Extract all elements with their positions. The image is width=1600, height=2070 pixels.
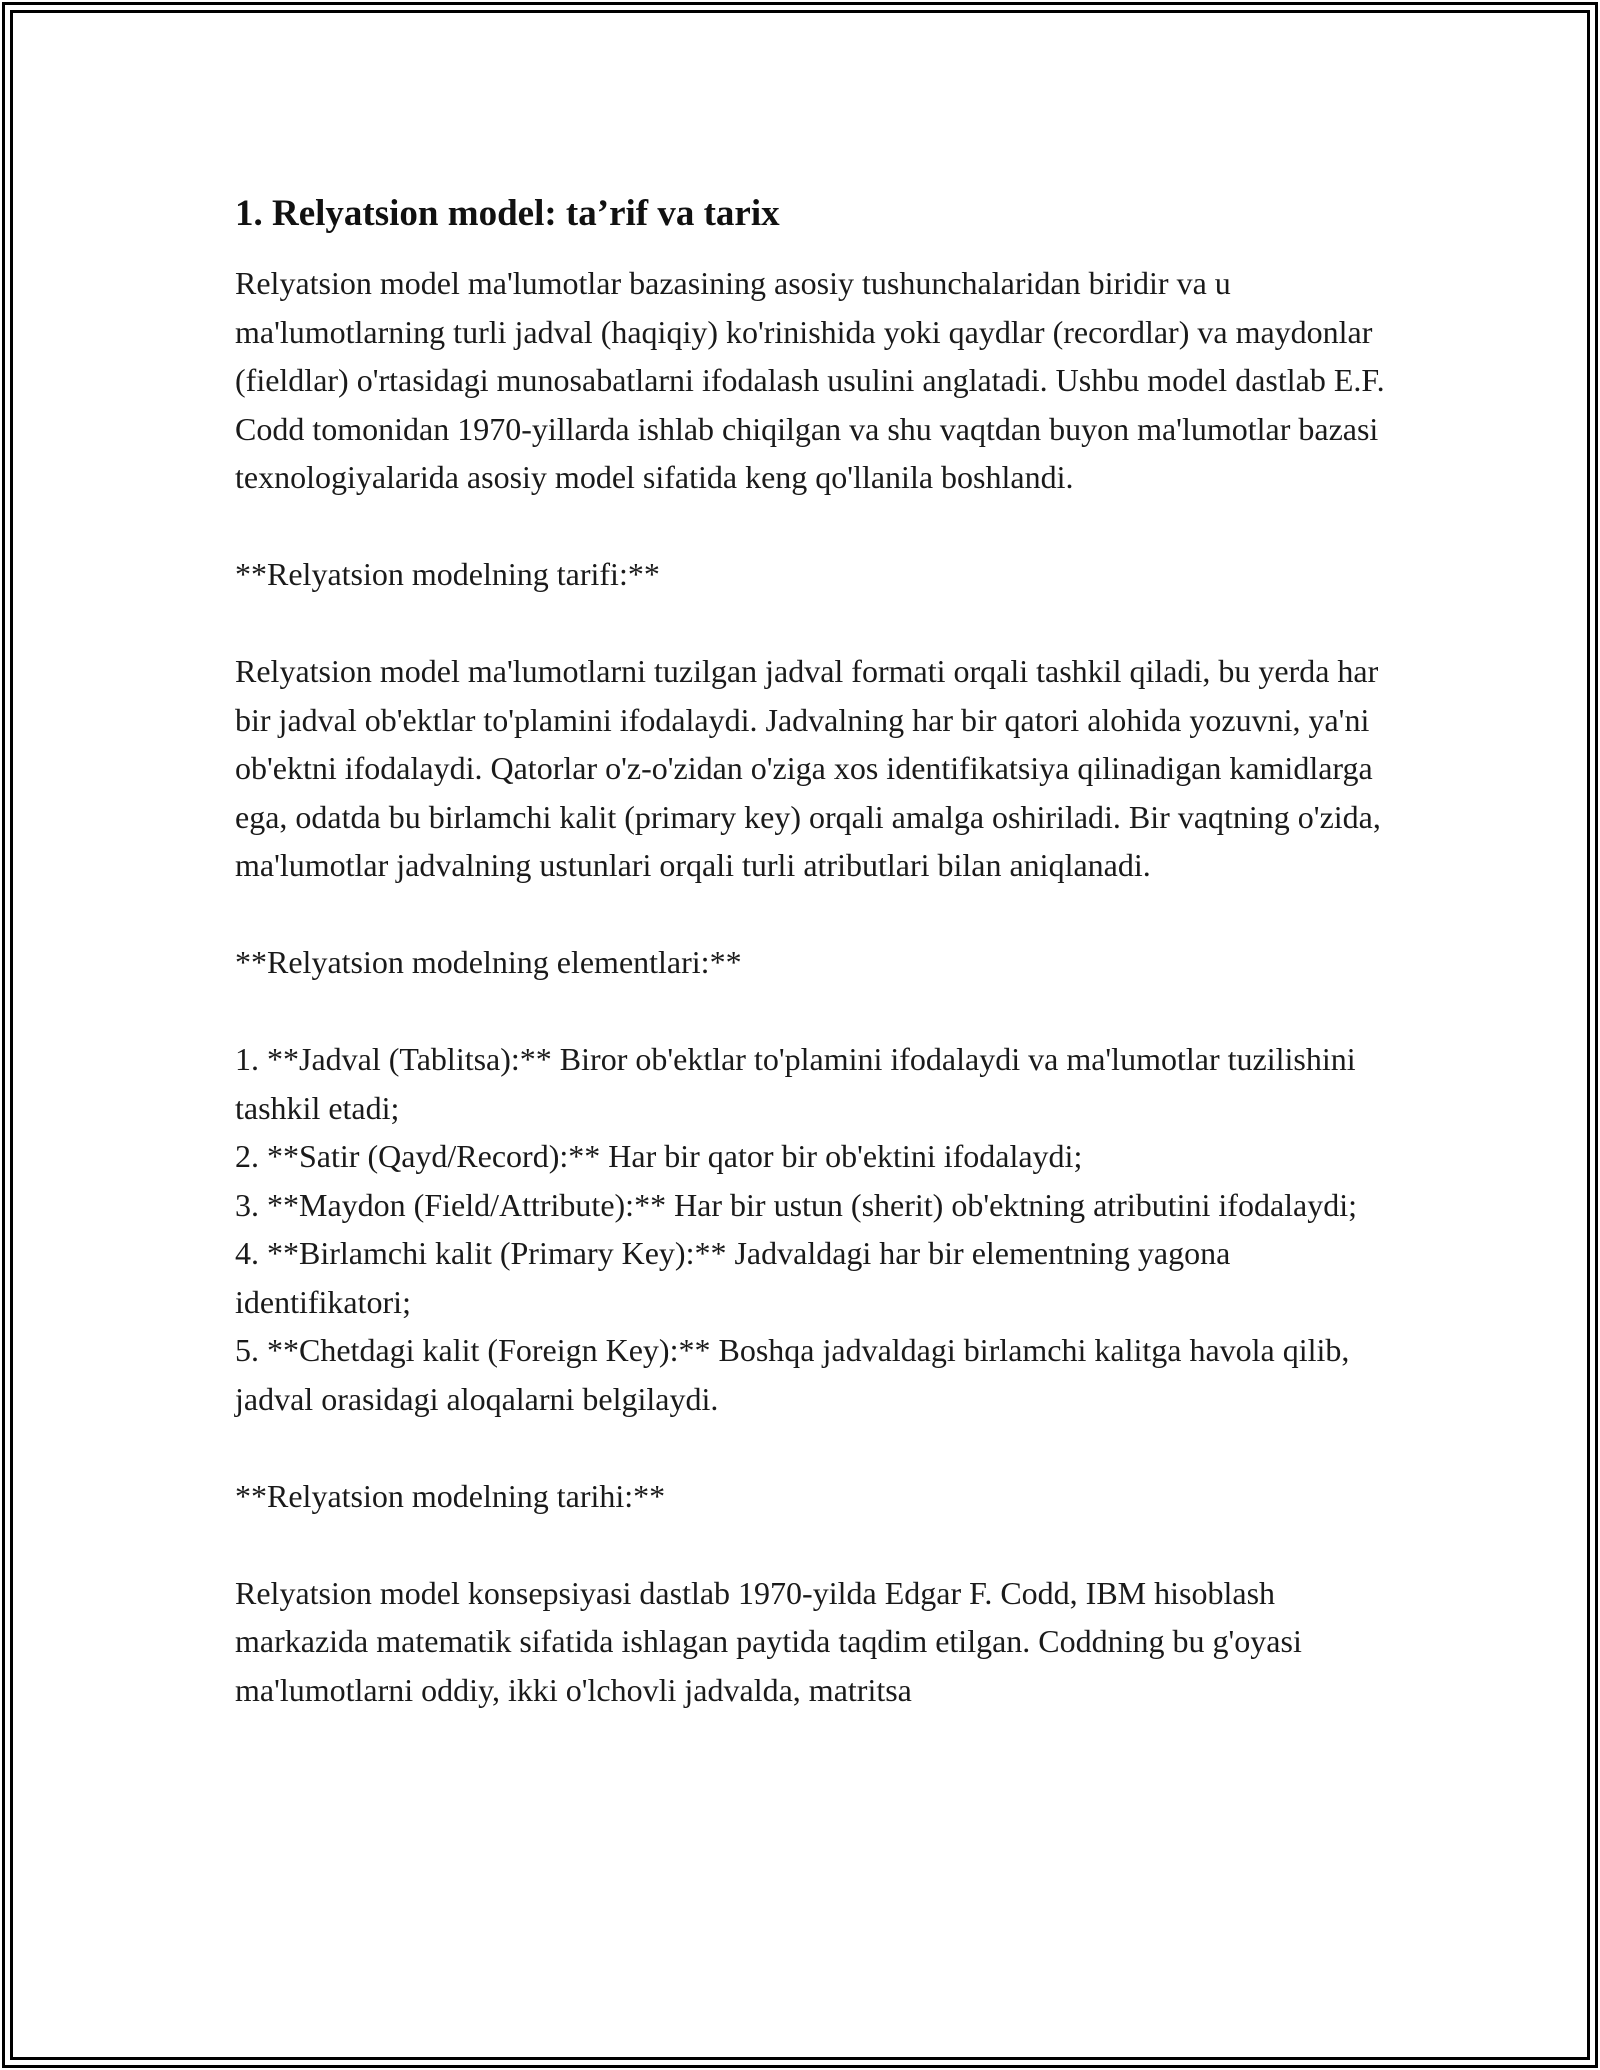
- heading-elementlari: **Relyatsion modelning elementlari:**: [235, 944, 742, 980]
- heading-tarihi: **Relyatsion modelning tarihi:**: [235, 1477, 666, 1514]
- paragraph-tarifi: Relyatsion model ma'lumotlarni tuzilgan jadval formati orqali tashkil qiladi, bu yerda har bir jadval ob'ektlar to'plamini ifodalaydi. Jadvalning har bir qatori alohida yozuvni, ya'ni ob'ektni ifodalaydi. Qatorlar o'z-o'zidan o'ziga xos identifikatsiya qilinadigan kamidlarga ega, odatda bu birlamchi kalit (primary key) orqali amalga oshiriladi. Bir vaqtning o'zida, ma'lumotlar jadvalning ustunlari orqali turli atributlari bilan aniqlanadi.: [235, 653, 1389, 883]
- elements-list: 1. **Jadval (Tablitsa):** Biror ob'ektlar to'plamini ifodalaydi va ma'lumotlar tuzilishini tashkil etadi; 2. **Satir (Qayd/Record):** Har bir qator bir ob'ektini ifodalaydi; 3. **Maydon (Field/Attribute):** Har bir ustun (sherit) ob'ektning atributini ifodalaydi; 4. **Birlamchi kalit (Primary Key):** Jadvaldagi har bir elementning yagona identifikatori; 5. **Chetdagi kalit (Foreign Key):** Boshqa jadvaldagi birlamchi kalitga havola qilib, jadval orasidagi aloqalarni belgilaydi.: [235, 1041, 1358, 1417]
- document-text: [235, 259, 1393, 1714]
- document-body: [235, 186, 1393, 1714]
- heading-tarifi: **Relyatsion modelning tarifi:**: [235, 556, 660, 592]
- paragraph-intro: Relyatsion model ma'lumotlar bazasining asosiy tushunchalaridan biridir va u ma'lumotlarning turli jadval (haqiqiy) ko'rinishida yoki qaydlar (recordlar) va maydonlar (fieldlar) o'rtasidagi munosabatlarni ifodalash usulini anglatadi. Ushbu model dastlab E.F. Codd tomonidan 1970-yillarda ishlab chiqilgan va shu vaqtdan buyon ma'lumotlar bazasi texnologiyalarida asosiy model sifatida keng qo'llanila boshlandi.: [235, 265, 1393, 495]
- section-title: 1. Relyatsion model: ta’rif va tarix: [235, 193, 780, 234]
- paragraph-tarihi: Relyatsion model konsepsiyasi dastlab 1970-yilda Edgar F. Codd, IBM hisoblash markazida matematik sifatida ishlagan paytida taqdim etilgan. Coddning bu g'oyasi ma'lumotlarni oddiy, ikki o'lchovli jadvalda, matritsa: [235, 1574, 1310, 1708]
